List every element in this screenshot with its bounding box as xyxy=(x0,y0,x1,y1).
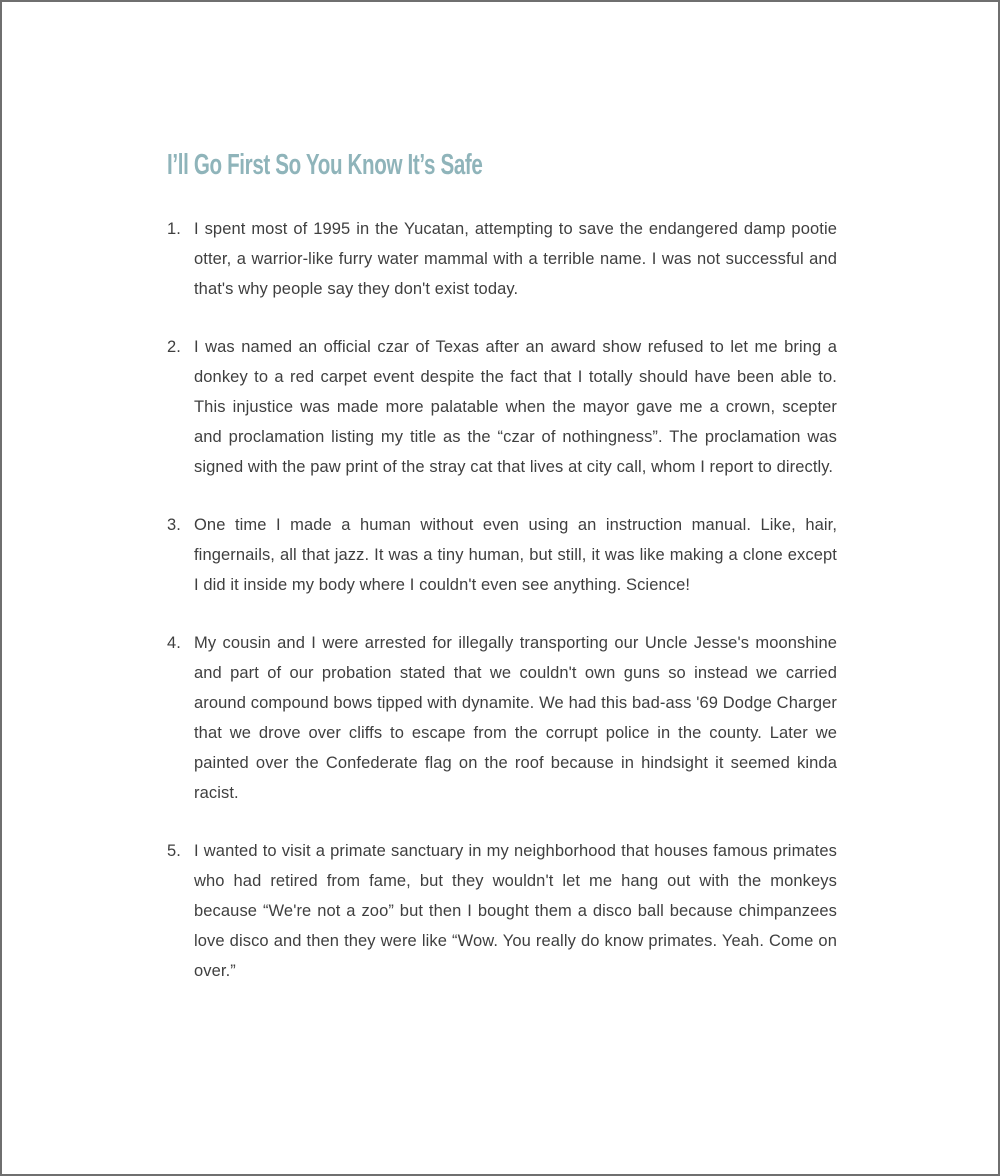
page-title: I’ll Go First So You Know It’s Safe xyxy=(167,149,483,181)
item-text: I spent most of 1995 in the Yucatan, attempting to save the endangered damp pootie otter, a warrior-like furry water mammal with a terrible name. I was not successful and that's why people say they don't exist today. xyxy=(194,220,837,298)
item-number: 4. xyxy=(167,634,181,652)
item-number: 3. xyxy=(167,516,181,534)
item-number: 1. xyxy=(167,220,181,238)
list-item xyxy=(167,510,837,600)
numbered-list xyxy=(167,214,837,986)
item-number: 5. xyxy=(167,842,181,860)
list-item xyxy=(167,836,837,986)
item-number: 2. xyxy=(167,338,181,356)
list-item xyxy=(167,332,837,482)
item-text: One time I made a human without even using an instruction manual. Like, hair, fingernails, all that jazz. It was a tiny human, but still, it was like making a clone except I did it inside my body where I couldn't even see anything. Science! xyxy=(194,516,837,594)
list-item xyxy=(167,628,837,808)
item-text: I wanted to visit a primate sanctuary in my neighborhood that houses famous primates who had retired from fame, but they wouldn't let me hang out with the monkeys because “We're not a zoo” but then I bought them a disco ball because chimpanzees love disco and then they were like “Wow. You really do know primates. Yeah. Come on over.” xyxy=(194,842,837,980)
item-text: I was named an official czar of Texas after an award show refused to let me bring a donkey to a red carpet event despite the fact that I totally should have been able to. This injustice was made more palatable when the mayor gave me a crown, scepter and proclamation listing my title as the “czar of nothingness”. The proclamation was signed with the paw print of the stray cat that lives at city call, whom I report to directly. xyxy=(194,338,837,476)
item-text: My cousin and I were arrested for illegally transporting our Uncle Jesse's moonshine and part of our probation stated that we couldn't own guns so instead we carried around compound bows tipped with dynamite. We had this bad-ass '69 Dodge Charger that we drove over cliffs to escape from the corrupt police in the county. Later we painted over the Confederate flag on the roof because in hindsight it seemed kinda racist. xyxy=(194,634,837,802)
list-item xyxy=(167,214,837,304)
